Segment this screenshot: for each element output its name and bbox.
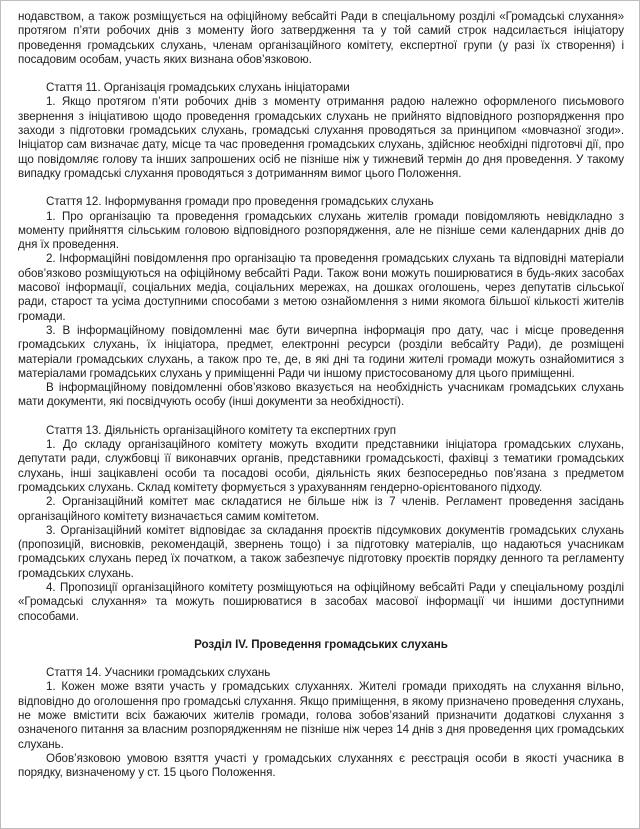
article-12-paragraph: В інформаційному повідомленні обов’язково вказується на необхідність учасникам громадських слухань мати документи, які посвідчують особу (інші документи за необхідності).	[18, 381, 624, 409]
article-12-paragraph: 3. В інформаційному повідомленні має бути вичерпна інформація про дату, час і місце проведення громадських слухань, їх ініціатора, предмет, електронні ресурси (розділи вебсайту Ради), де розміщені матеріали громадських слухань, а також про те, де, в які дні та години жителі громади можуть ознайомитися з матеріалами громадських слухань у приміщенні Ради чи іншому пристосованому для цього приміщенні.	[18, 323, 624, 380]
article-14-paragraph: Обов’язковою умовою взяття участі у громадських слуханнях є реєстрація особи в якості учасника в порядку, визначеному у ст. 15 цього Положення.	[18, 751, 624, 780]
spacer	[18, 67, 624, 81]
article-12-title: Стаття 12. Інформування громади про проведення громадських слухань	[46, 195, 434, 209]
article-13-paragraph: 4. Пропозиції організаційного комітету розміщуються на офіційному вебсайті Ради у спеціальному розділі «Громадські слухання» та можуть поширюватися в засобах масової інформації чи іншими доступними способами.	[18, 580, 624, 623]
article-13-paragraph: 2. Організаційний комітет має складатися не більше ніж із 7 членів. Регламент проведення засідань організаційного комітету визначається самим комітетом.	[18, 495, 624, 523]
article-13-title: Стаття 13. Діяльність організаційного комітету та експертних груп	[46, 423, 396, 437]
article-13-paragraph: 3. Організаційний комітет відповідає за складання проєктів підсумкових документів громадських слухань (пропозицій, висновків, рекомендацій, звернень тощо) і за підготовку матеріалів, що надаються учасникам громадських слухань перед їх початком, а також забезпечує підготовку проєктів порядку денного та регламенту громадських слухань.	[18, 523, 624, 580]
article-14-title: Стаття 14. Учасники громадських слухань	[46, 666, 271, 680]
intro-paragraph: нодавством, а також розміщується на офіційному вебсайті Ради в спеціальному розділі «Громадські слухання» протягом п’яти робочих днів з моменту його затвердження та у той самий строк надсилається ініціатору проведення громадських слухань, членам організаційного комітету, експертної групи (у разі їх створення) і посадовим особам, участь яких визнана обов’язковою.	[18, 10, 624, 66]
spacer	[18, 410, 624, 424]
article-14-paragraph: 1. Кожен може взяти участь у громадських слуханнях. Жителі громади приходять на слухання вільно, відповідно до оголошення про громадські слухання. Якщо приміщення, в якому призначено проведення слухань, не може вмістити всіх бажаючих жителів громади, голова зобов’язаний призначити додаткові слухання з означеного питання за власним розпорядженням не пізніше ніж через 14 днів з дня проведення цих громадських слухань.	[18, 680, 624, 751]
spacer	[18, 181, 624, 195]
section-4-title: Розділ IV. Проведення громадських слухань	[194, 637, 448, 651]
article-11-title: Стаття 11. Організація громадських слухань ініціаторами	[46, 81, 350, 95]
document-text	[18, 10, 624, 781]
article-13-paragraph: 1. До складу організаційного комітету можуть входити представники ініціатора громадських слухань, депутати ради, службовці її виконавчих органів, представники громадськості, фахівці з тематики громадських слухань, інші зацікавлені особи та посадові особи, діяльність яких безпосередньо пов’язана з предметом громадських слухань. Склад комітету формується з урахуванням гендерно-орієнтованого підходу.	[18, 438, 624, 494]
spacer	[18, 652, 624, 666]
spacer	[18, 624, 624, 638]
article-12-paragraph: 2. Інформаційні повідомлення про організацію та проведення громадських слухань та відповідні матеріали обов’язково розміщуються на офіційному вебсайті Ради. Також вони можуть поширюватися в будь-яких засобах масової інформації, соціальних медіа, соціальних мережах, на дошках оголошень, через депутатів сільської ради, старост та усіма доступними способами з метою ознайомлення з ними якомога більшої кількості жителів громади.	[18, 252, 624, 323]
article-11-paragraph: 1. Якщо протягом п’яти робочих днів з моменту отримання радою належно оформленого письмового звернення з ініціативою щодо проведення громадських слухань не прийнято відповідного розпорядження про заходи з підготовки громадських слухань, громадські слухання проводяться за принципом «мовчазної згоди». Ініціатор сам визначає дату, місце та час проведення громадських слухань, здійснює необхідні підготовчі дії, про що повідомляє голову та інших запрошених осіб не пізніше ніж у тижневий термін до дня проведення. У такому випадку громадські слухання проводяться з дотриманням вимог цього Положення.	[18, 95, 624, 180]
article-12-paragraph: 1. Про організацію та проведення громадських слухань жителів громади повідомляють невідкладно з моменту прийняття сільським головою відповідного розпорядження, але не пізніше семи календарних днів до дня їх проведення.	[18, 209, 624, 252]
